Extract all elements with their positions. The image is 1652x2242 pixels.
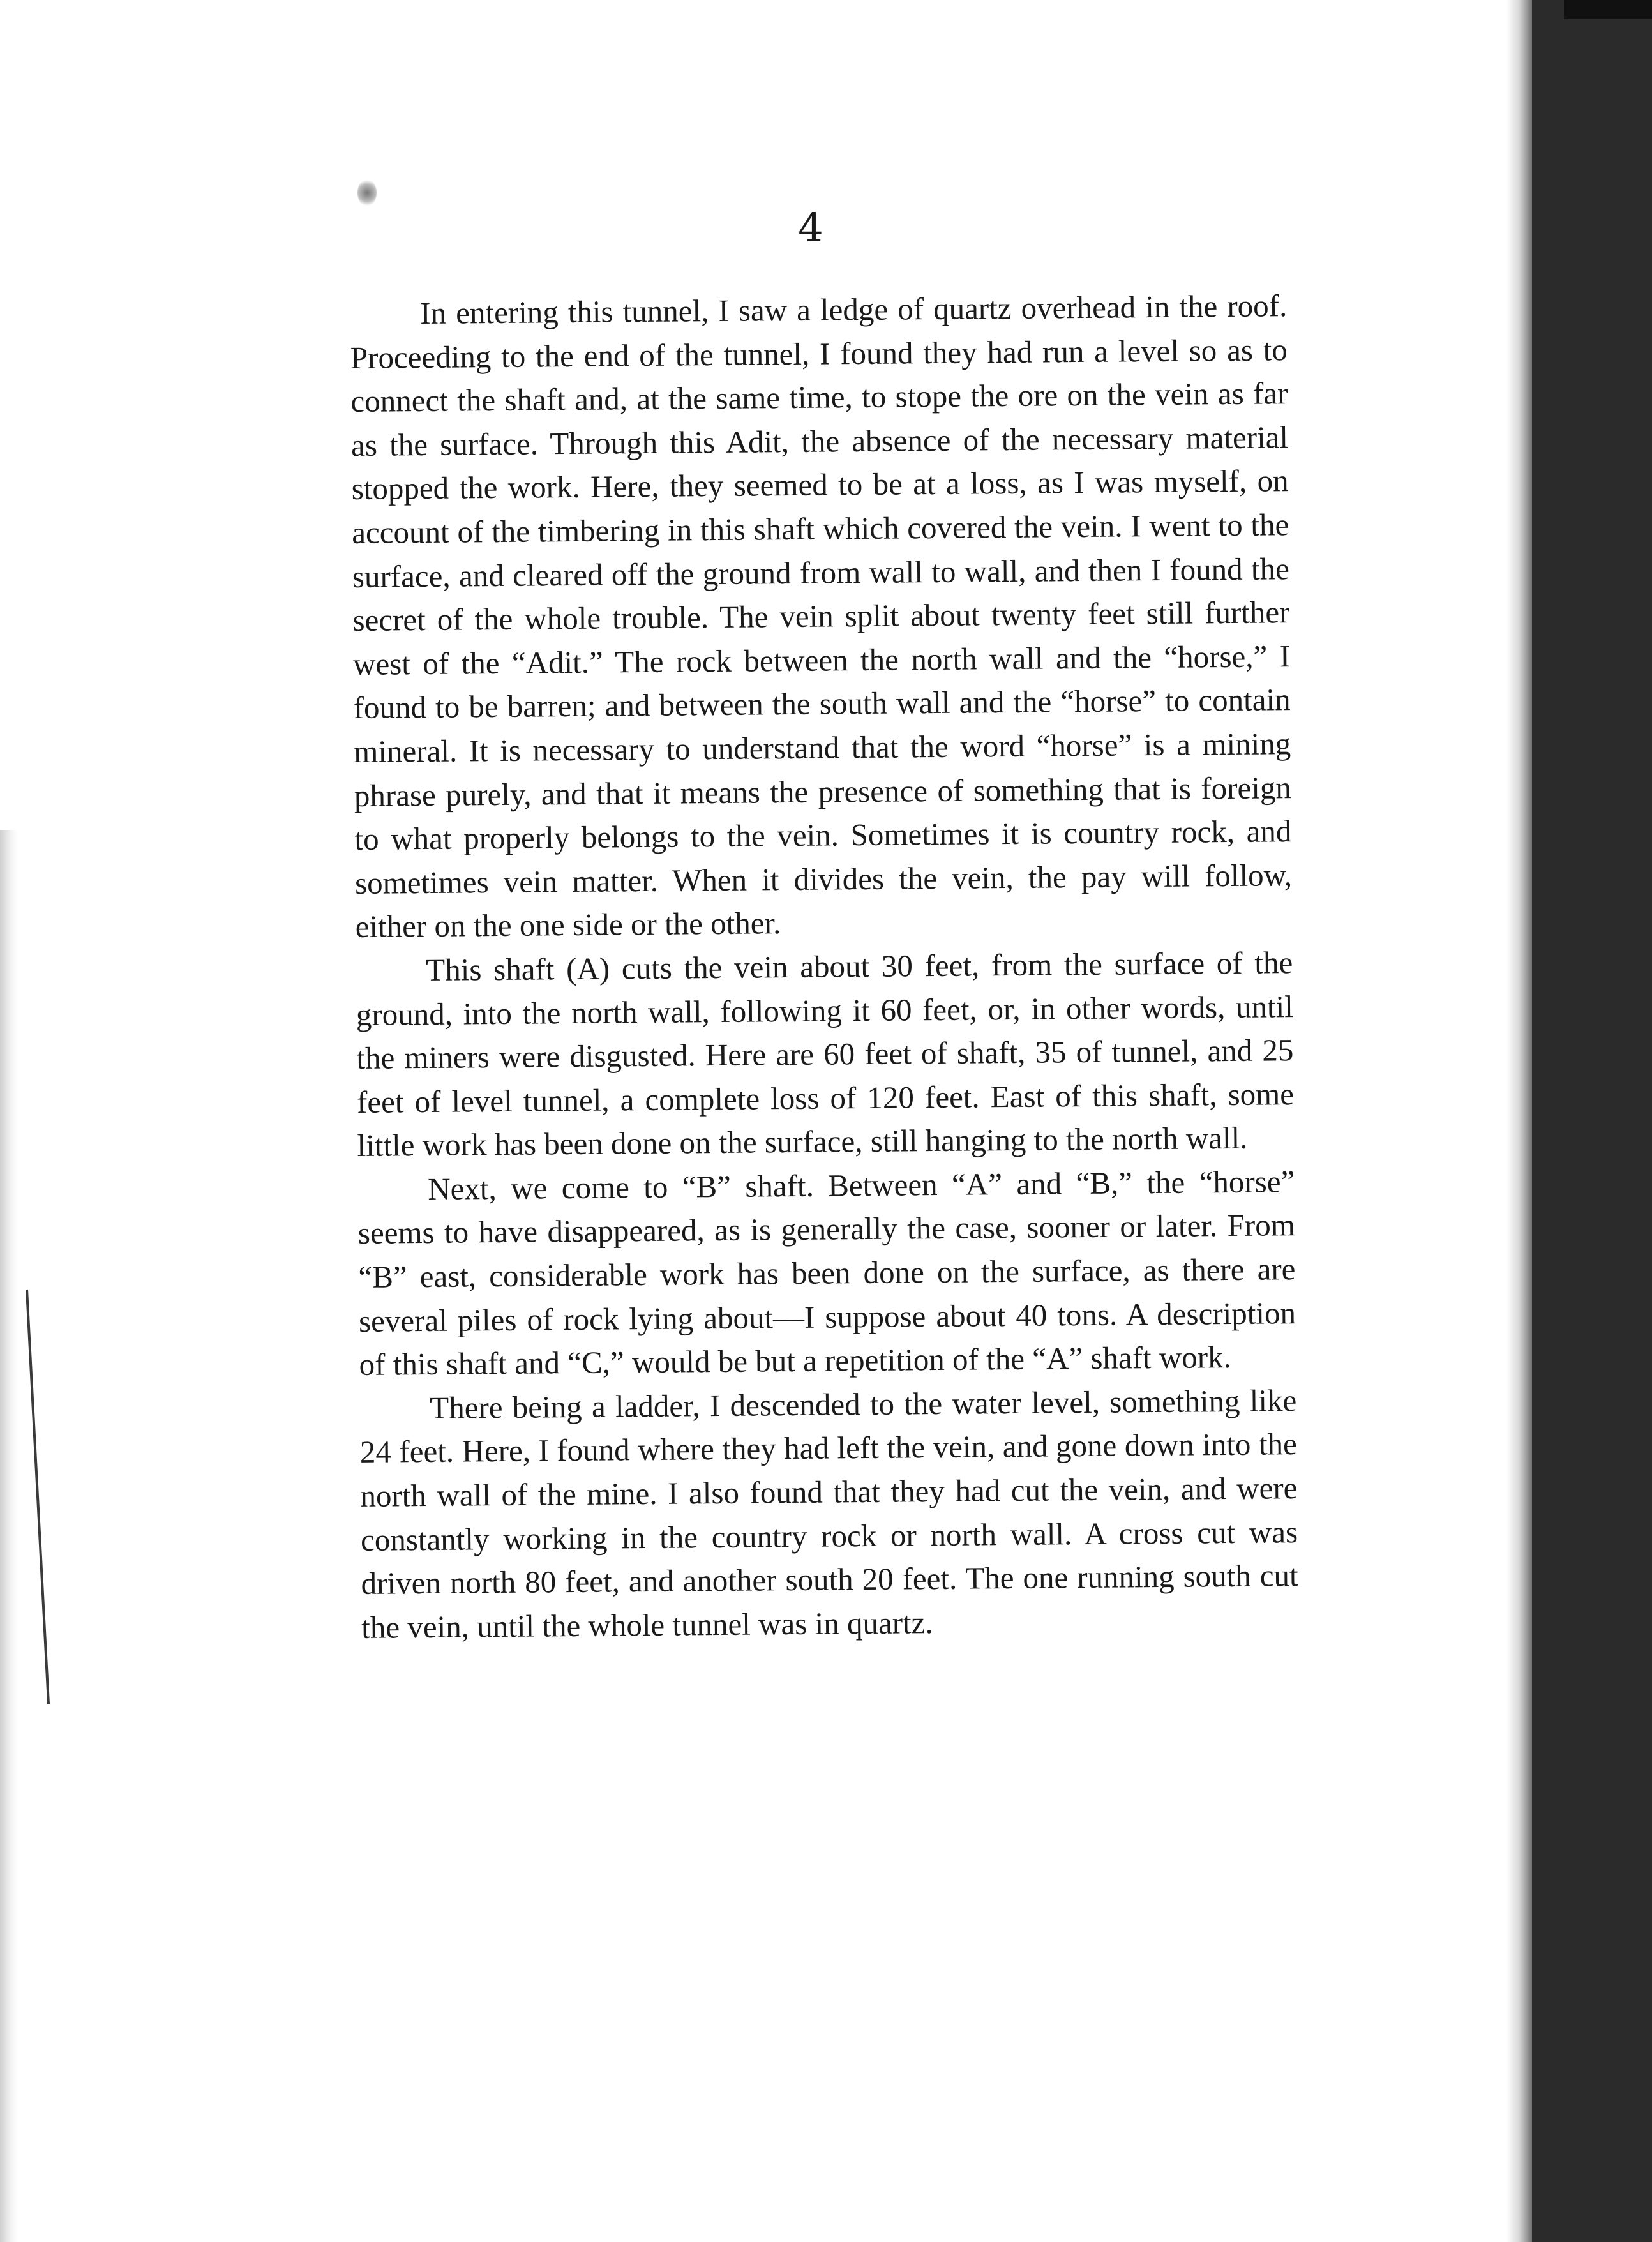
binding-edge-line	[26, 1290, 50, 1704]
ink-smudge	[357, 179, 377, 207]
page-number: 4	[798, 204, 823, 251]
scan-border-right	[1532, 0, 1652, 2242]
scan-corner-shadow	[1564, 0, 1652, 19]
paragraph: This shaft (A) cuts the vein about 30 feet, from the surface of the ground, into the north wall, following it 60 feet, or, in other words, until the miners were disgusted. Here are 60 feet of shaft, 35 of tunnel, and 25 feet of level tunnel, a complete loss of 120 feet. East of this shaft, some little work has been done on the surface, still hanging to the north wall.	[356, 945, 1295, 1164]
paragraph: In entering this tunnel, I saw a ledge of quartz overhead in the roof. Proceeding to the end of the tunnel, I found they had run a level so as to connect the shaft and, at the same time, to stope the ore on the vein as far as the surface. Through this Adit, the absence of the necessary material stopped the work. Here, they seemed to be at a loss, as I was myself, on account of the timbering in this shaft which covered the vein. I went to the surface, and cleared off the ground from wall to wall, and then I found the secret of the whole trouble. The vein split about twenty feet still further west of the “Adit.” The rock between the north wall and the “horse,” I found to be barren; and between the south wall and the “horse” to contain mineral. It is necessary to understand that the word “horse” is a mining phrase purely, and that it means the presence of something that is foreign to what properly belongs to the vein. Sometimes it is country rock, and sometimes vein matter. When it divides the vein, the pay will follow, either on the one side or the other.	[350, 288, 1293, 945]
paragraph: Next, we come to “B” shaft. Between “A” and “B,” the “horse” seems to have disappeared, as is generally the case, sooner or later. From “B” east, considerable work has been done on the surface, as there are several piles of rock lying about—I suppose about 40 tons. A description of this shaft and “C,” would be but a repetition of the “A” shaft work.	[357, 1164, 1296, 1383]
paragraph: There being a ladder, I descended to the water level, something like 24 feet. Here, I found where they had left the vein, and gone down into the north wall of the mine. I also found that they had cut the vein, and were constantly working in the country rock or north wall. A cross cut was driven north 80 feet, and another south 20 feet. The one running south cut the vein, until the whole tunnel was in quartz.	[359, 1382, 1298, 1645]
body-text	[350, 284, 1299, 1650]
binding-shadow	[0, 830, 18, 2242]
